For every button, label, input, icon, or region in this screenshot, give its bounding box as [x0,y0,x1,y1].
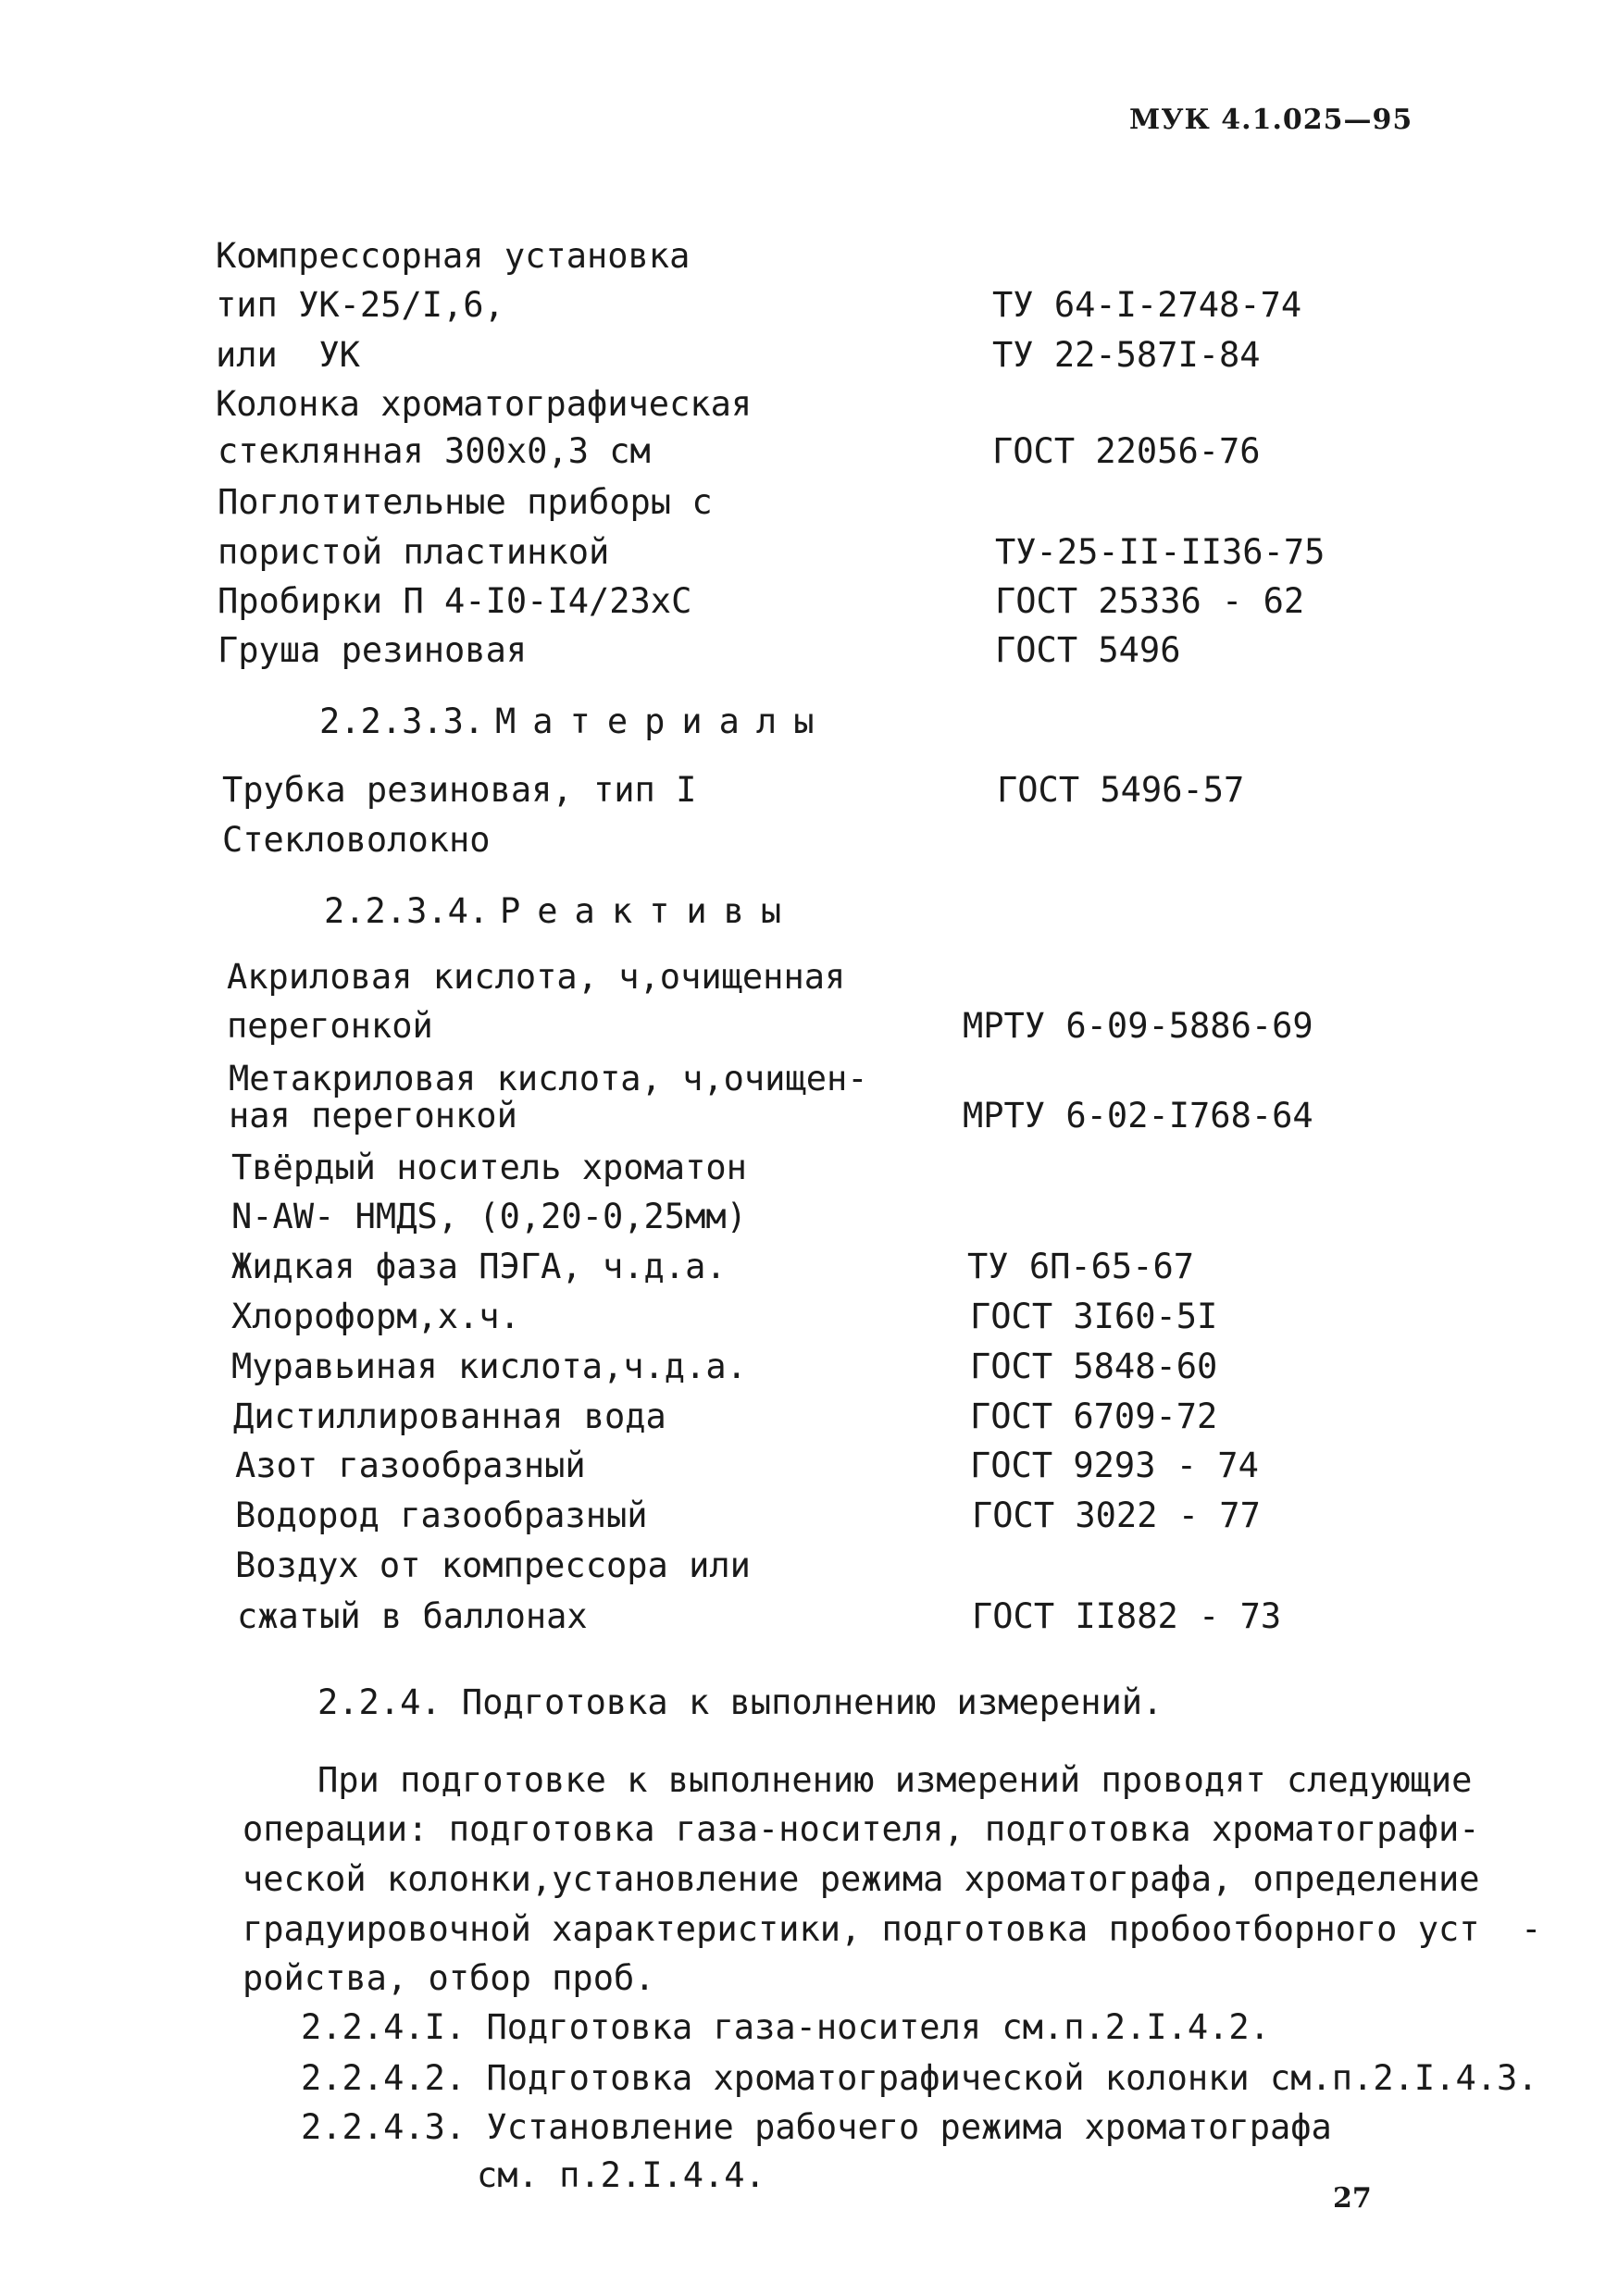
reagent-name: Водород газообразный [235,1496,648,1535]
subitem-line: 2.2.4.3. Установление рабочего режима хроматографа [301,2107,1332,2147]
reagent-standard: МРТУ 6-09-5886-69 [963,1006,1313,1046]
subitem-line: 2.2.4.2. Подготовка хроматографической колонки см.п.2.I.4.3. [301,2058,1538,2098]
reagent-name: N-AW- HMДS, (0,20-0,25мм) [231,1197,747,1236]
reagent-standard: ГОСТ 5848-60 [970,1347,1218,1386]
equipment-standard: ТУ 22-587I-84 [992,335,1261,375]
material-name: Стекловолокно [222,820,491,860]
document-header: МУК 4.1.025—95 [1129,104,1413,136]
equipment-name: Компрессорная установка [216,236,691,276]
reagent-name: Хлороформ,х.ч. [231,1297,520,1336]
reagent-standard: ГОСТ 3022 - 77 [972,1496,1261,1535]
reagent-name: ная перегонкой [229,1096,517,1136]
reagent-name: Твёрдый носитель хроматон [231,1148,747,1187]
reagent-name: Муравьиная кислота,ч.д.а. [231,1347,747,1386]
material-standard: ГОСТ 5496-57 [997,770,1245,810]
equipment-name: пористой пластинкой [218,532,610,572]
paragraph-line: ческой колонки,установление режима хроматографа, определение [243,1859,1480,1899]
reagent-name: Акриловая кислота, ч,очищенная [227,957,846,997]
reagent-name: Азот газообразный [235,1446,586,1485]
paragraph-line: градуировочной характеристики, подготовка пробоотборного уст - [243,1909,1542,1949]
subitem-line: см. п.2.I.4.4. [477,2155,765,2195]
reagent-standard: ГОСТ 6709-72 [970,1396,1218,1436]
materials-heading-number: 2.2.3.3. [319,701,485,741]
reagent-name: Воздух от компрессора или [235,1545,751,1585]
reagent-standard: ГОСТ 9293 - 74 [970,1446,1259,1485]
equipment-standard: ГОСТ 25336 - 62 [995,581,1305,621]
materials-heading-title: Материалы [495,701,831,741]
reagents-heading-title: Реактивы [500,891,799,931]
reagent-standard: ГОСТ 3I60-5I [970,1297,1218,1336]
equipment-standard: ГОСТ 22056-76 [992,431,1261,471]
reagent-name: Дистиллированная вода [233,1396,666,1436]
equipment-name: стеклянная 300х0,3 см [218,431,651,471]
equipment-standard: ТУ-25-II-II36-75 [995,532,1326,572]
material-name: Трубка резиновая, тип I [222,770,697,810]
reagent-name: сжатый в баллонах [237,1596,588,1636]
equipment-name: Пробирки П 4-I0-I4/23хС [218,581,692,621]
reagent-name: Метакриловая кислота, ч,очищен- [229,1059,868,1098]
reagent-standard: МРТУ 6-02-I768-64 [963,1096,1313,1136]
page-number: 27 [1333,2182,1372,2215]
reagent-name: перегонкой [227,1006,433,1046]
equipment-name: Колонка хроматографическая [216,384,753,424]
paragraph-line: ройства, отбор проб. [243,1958,655,1998]
reagent-standard: ГОСТ II882 - 73 [972,1596,1282,1636]
paragraph-line: операции: подготовка газа-носителя, подготовка хроматографи- [243,1809,1480,1849]
paragraph-line: При подготовке к выполнению измерений проводят следующие [317,1760,1473,1800]
subitem-line: 2.2.4.I. Подготовка газа-носителя см.п.2.I.4.2. [301,2007,1270,2047]
reagent-standard: ТУ 6П-65-67 [967,1247,1195,1286]
reagents-heading-number: 2.2.3.4. [324,891,490,931]
reagent-name: Жидкая фаза ПЭГА, ч.д.а. [231,1247,727,1286]
equipment-standard: ТУ 64-I-2748-74 [992,285,1302,325]
section-heading: 2.2.4. Подготовка к выполнению измерений. [317,1682,1164,1722]
equipment-name: или УК [216,335,360,375]
equipment-standard: ГОСТ 5496 [995,630,1181,670]
equipment-name: Груша резиновая [218,630,528,670]
equipment-name: Поглотительные приборы с [218,482,713,522]
equipment-name: тип УК-25/I,6, [216,285,504,325]
